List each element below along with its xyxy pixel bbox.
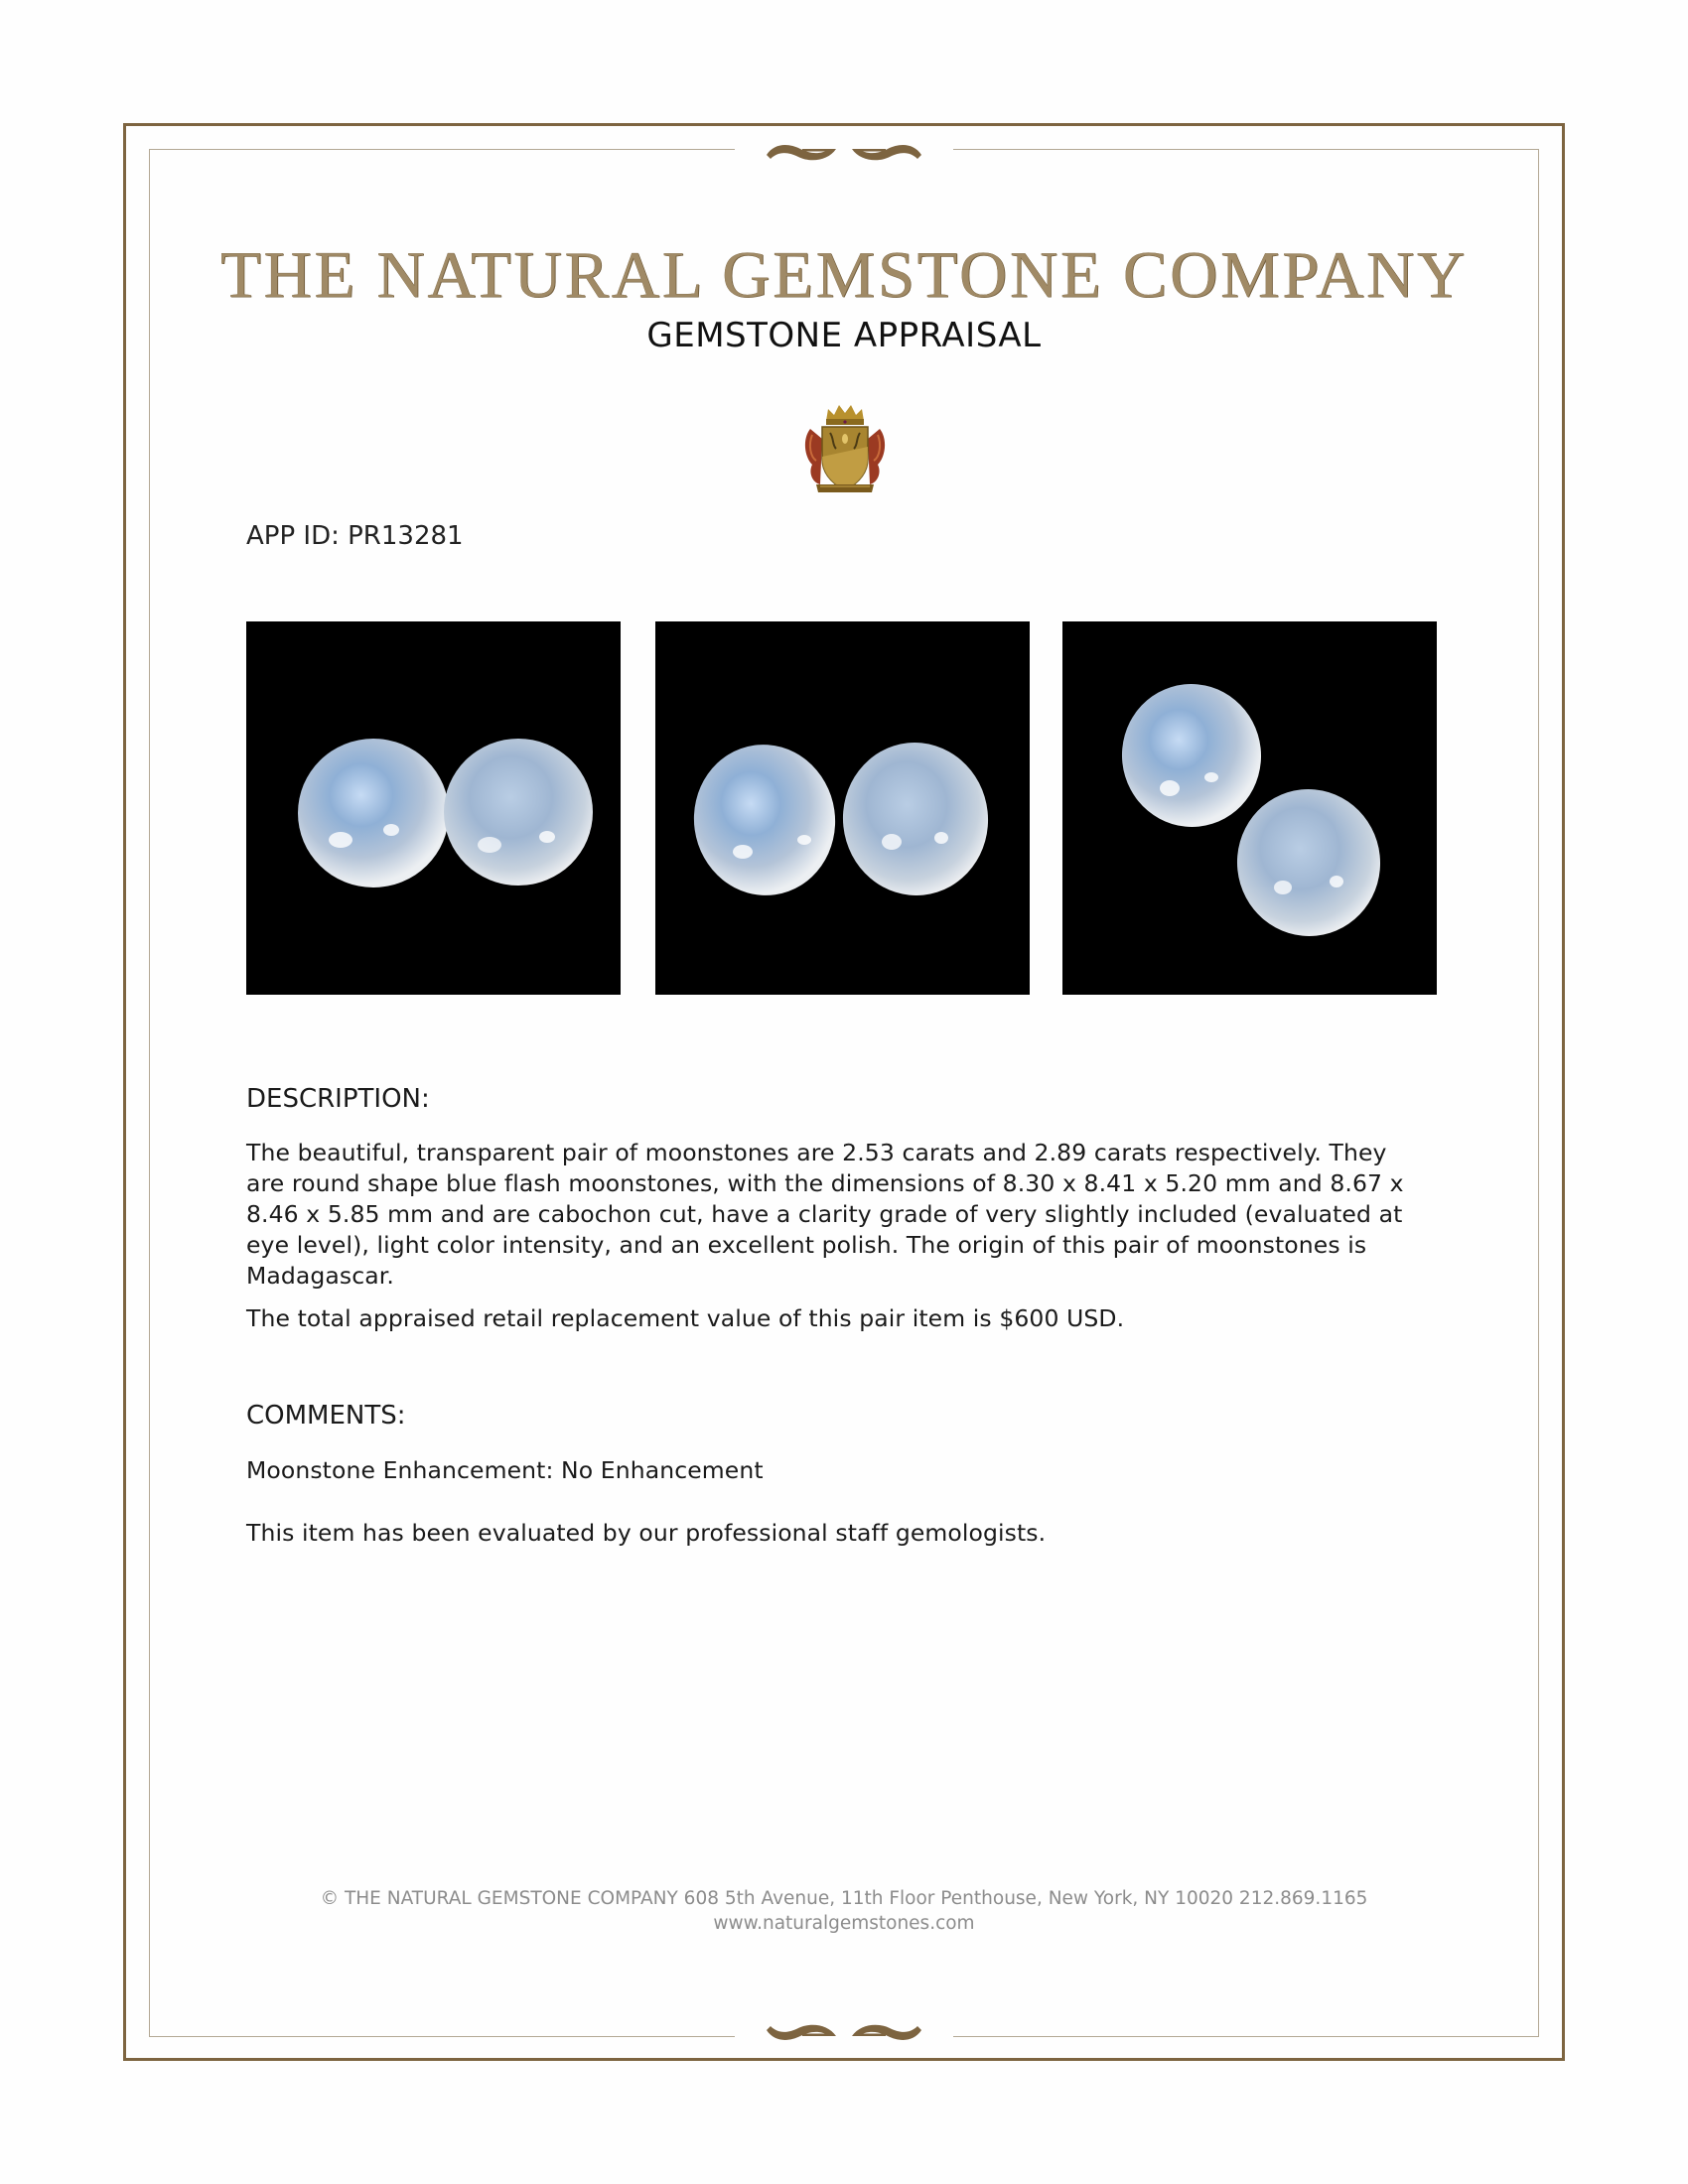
gemstone-photo-2[interactable] (655, 621, 1030, 995)
footer-website-link[interactable]: www.naturalgemstones.com (713, 1913, 975, 1934)
comments-heading: COMMENTS: (246, 1401, 406, 1431)
company-title: THE NATURAL GEMSTONE COMPANY (220, 238, 1468, 312)
footer-address: © THE NATURAL GEMSTONE COMPANY 608 5th Avenue, 11th Floor Penthouse, New York, NY 10020 212.869.1165 (320, 1888, 1368, 1909)
description-line: eye level), light color intensity, and an excellent polish. The origin of this pair of moonstones is (246, 1231, 1367, 1259)
top-flourish-ornament (735, 129, 953, 169)
moonstone-pair-front-image (246, 621, 621, 995)
appraisal-id: APP ID: PR13281 (246, 521, 464, 551)
bottom-flourish-ornament (735, 2016, 953, 2056)
gemstone-photo-3[interactable] (1062, 621, 1437, 995)
description-body (246, 1138, 1448, 1292)
enhancement-comment: Moonstone Enhancement: No Enhancement (246, 1456, 764, 1484)
description-line: 8.46 x 5.85 mm and are cabochon cut, have a clarity grade of very slightly included (evaluated at (246, 1200, 1403, 1228)
document-type-heading: GEMSTONE APPRAISAL (646, 316, 1042, 355)
flourish-icon (745, 2018, 943, 2054)
description-heading: DESCRIPTION: (246, 1084, 430, 1114)
heraldic-crest-icon (802, 399, 888, 498)
gemstone-photo-gallery (246, 621, 1438, 997)
moonstone-pair-angled-image (655, 621, 1030, 995)
moonstone-pair-diagonal-image (1062, 621, 1437, 995)
gemstone-photo-1[interactable] (246, 621, 621, 995)
description-line: The beautiful, transparent pair of moonstones are 2.53 carats and 2.89 carats respectively. They (246, 1139, 1387, 1166)
appraised-value-statement: The total appraised retail replacement value of this pair item is $600 USD. (246, 1304, 1125, 1332)
evaluation-note: This item has been evaluated by our professional staff gemologists. (246, 1519, 1047, 1547)
description-line: Madagascar. (246, 1262, 394, 1290)
description-line: are round shape blue flash moonstones, with the dimensions of 8.30 x 8.41 x 5.20 mm and 8.67 x (246, 1169, 1404, 1197)
flourish-icon (745, 131, 943, 167)
